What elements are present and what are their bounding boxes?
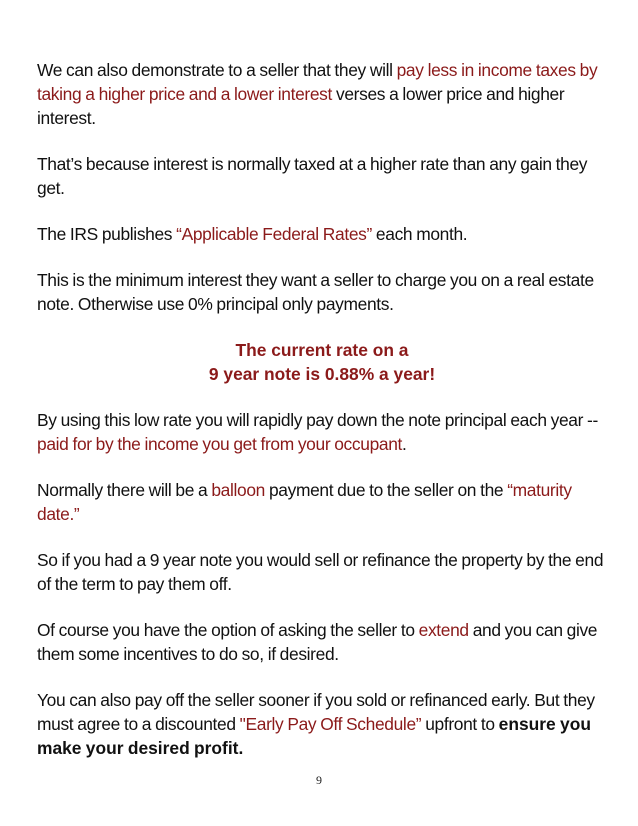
page-number: 9 — [316, 773, 322, 787]
highlight-text: “Applicable Federal Rates” — [176, 224, 372, 244]
paragraph-text: payment due to the seller on the — [264, 480, 508, 500]
highlight-text: balloon — [211, 480, 265, 500]
paragraph-text: each month. — [371, 224, 468, 244]
paragraph-interest-taxed — [37, 152, 607, 200]
paragraph-text: . — [402, 434, 407, 454]
highlight-text: extend — [418, 620, 469, 640]
paragraph-irs-rates — [37, 222, 607, 246]
current-rate-callout — [37, 338, 607, 386]
paragraph-text: and you can give them some incentives to do so, if desired. — [37, 620, 598, 664]
paragraph-balloon — [37, 478, 607, 526]
highlight-text: paid for by the income you get from your occupant — [37, 434, 403, 454]
paragraph-text: The IRS publishes — [37, 224, 177, 244]
paragraph-seller-taxes — [37, 58, 607, 130]
paragraph-text: You can also pay off the seller sooner if you sold or refinanced early. But they must agree to a discounted — [37, 690, 595, 734]
paragraph-text: upfront to — [421, 714, 499, 734]
paragraph-text: Of course you have the option of asking the seller to — [37, 620, 419, 640]
paragraph-text: That’s because interest is normally taxed at a higher rate than any gain they get. — [37, 154, 588, 198]
highlight-text: "Early Pay Off Schedule” — [239, 714, 422, 734]
callout-line: The current rate on a — [235, 340, 409, 360]
document-page — [37, 58, 607, 782]
paragraph-text: verses a lower price and higher interest. — [37, 84, 565, 128]
bold-text: ensure you make your desired profit. — [37, 714, 591, 758]
callout-line: 9 year note is 0.88% a year! — [208, 364, 436, 384]
paragraph-minimum-interest — [37, 268, 607, 316]
paragraph-text: This is the minimum interest they want a seller to charge you on a real estate note. Otherwise use 0% principal only payments. — [37, 270, 594, 314]
paragraph-pay-off-sooner — [37, 688, 607, 760]
paragraph-nine-year-note — [37, 548, 607, 596]
highlight-text: pay less in income taxes by taking a higher price and a lower interest — [37, 60, 598, 104]
paragraph-low-rate — [37, 408, 607, 456]
paragraph-text: By using this low rate you will rapidly pay down the note principal each year -- — [37, 410, 598, 430]
paragraph-extend — [37, 618, 607, 666]
highlight-text: “maturity date.” — [37, 480, 572, 524]
paragraph-text: Normally there will be a — [37, 480, 212, 500]
paragraph-text: So if you had a 9 year note you would sell or refinance the property by the end of the term to pay them off. — [37, 550, 604, 594]
paragraph-text: We can also demonstrate to a seller that they will — [37, 60, 397, 80]
